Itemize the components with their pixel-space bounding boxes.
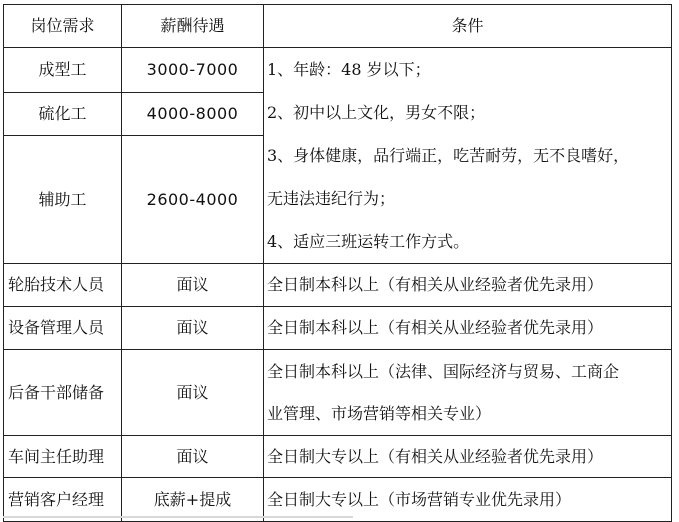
pay-cell: 面议 (122, 350, 264, 436)
table-row (4, 478, 672, 522)
table-row (4, 48, 672, 93)
requirements-cell: 全日制本科以上（有相关从业经验者优先录用） (264, 264, 672, 307)
requirement-line: 4、适应三班运转工作方式。 (267, 232, 470, 251)
table-row (4, 307, 672, 350)
requirement-line: 业管理、市场营销等相关专业） (267, 403, 492, 423)
table-row (4, 436, 672, 478)
header-pay: 薪酬待遇 (122, 5, 264, 48)
bottom-divider (3, 516, 353, 518)
pay-cell: 面议 (122, 307, 264, 350)
post-cell: 轮胎技术人员 (4, 264, 122, 307)
pay-cell: 底薪+提成 (122, 478, 264, 522)
pay-cell: 3000-7000 (122, 48, 264, 93)
post-cell: 辅助工 (4, 136, 122, 264)
table-row (4, 350, 672, 436)
header-post: 岗位需求 (4, 5, 122, 48)
requirements-cell: 全日制大专以上（有相关从业经验者优先录用） (264, 436, 672, 478)
post-cell: 设备管理人员 (4, 307, 122, 350)
header-requirements: 条件 (264, 5, 672, 48)
requirement-line: 全日制本科以上（法律、国际经济与贸易、工商企 (267, 361, 620, 381)
requirement-line: 无违法违纪行为； (267, 189, 396, 208)
recruitment-table (3, 4, 672, 522)
pay-cell: 面议 (122, 436, 264, 478)
post-cell: 营销客户经理 (4, 478, 122, 522)
requirement-line: 3、身体健康，品行端正，吃苦耐劳，无不良嗜好， (267, 146, 630, 165)
post-cell: 后备干部储备 (4, 350, 122, 436)
pay-cell: 面议 (122, 264, 264, 307)
requirement-line: 1、年龄：48 岁以下； (267, 60, 431, 79)
shared-requirements-cell (264, 48, 672, 264)
post-cell: 硫化工 (4, 92, 122, 136)
table-row (4, 264, 672, 307)
requirements-cell (264, 350, 672, 436)
requirement-line: 2、初中以上文化，男女不限； (267, 103, 486, 122)
post-cell: 成型工 (4, 48, 122, 93)
requirements-cell: 全日制本科以上（有相关从业经验者优先录用） (264, 307, 672, 350)
pay-cell: 4000-8000 (122, 92, 264, 136)
requirements-cell: 全日制大专以上（市场营销专业优先录用） (264, 478, 672, 522)
table-header-row (4, 5, 672, 48)
post-cell: 车间主任助理 (4, 436, 122, 478)
pay-cell: 2600-4000 (122, 136, 264, 264)
